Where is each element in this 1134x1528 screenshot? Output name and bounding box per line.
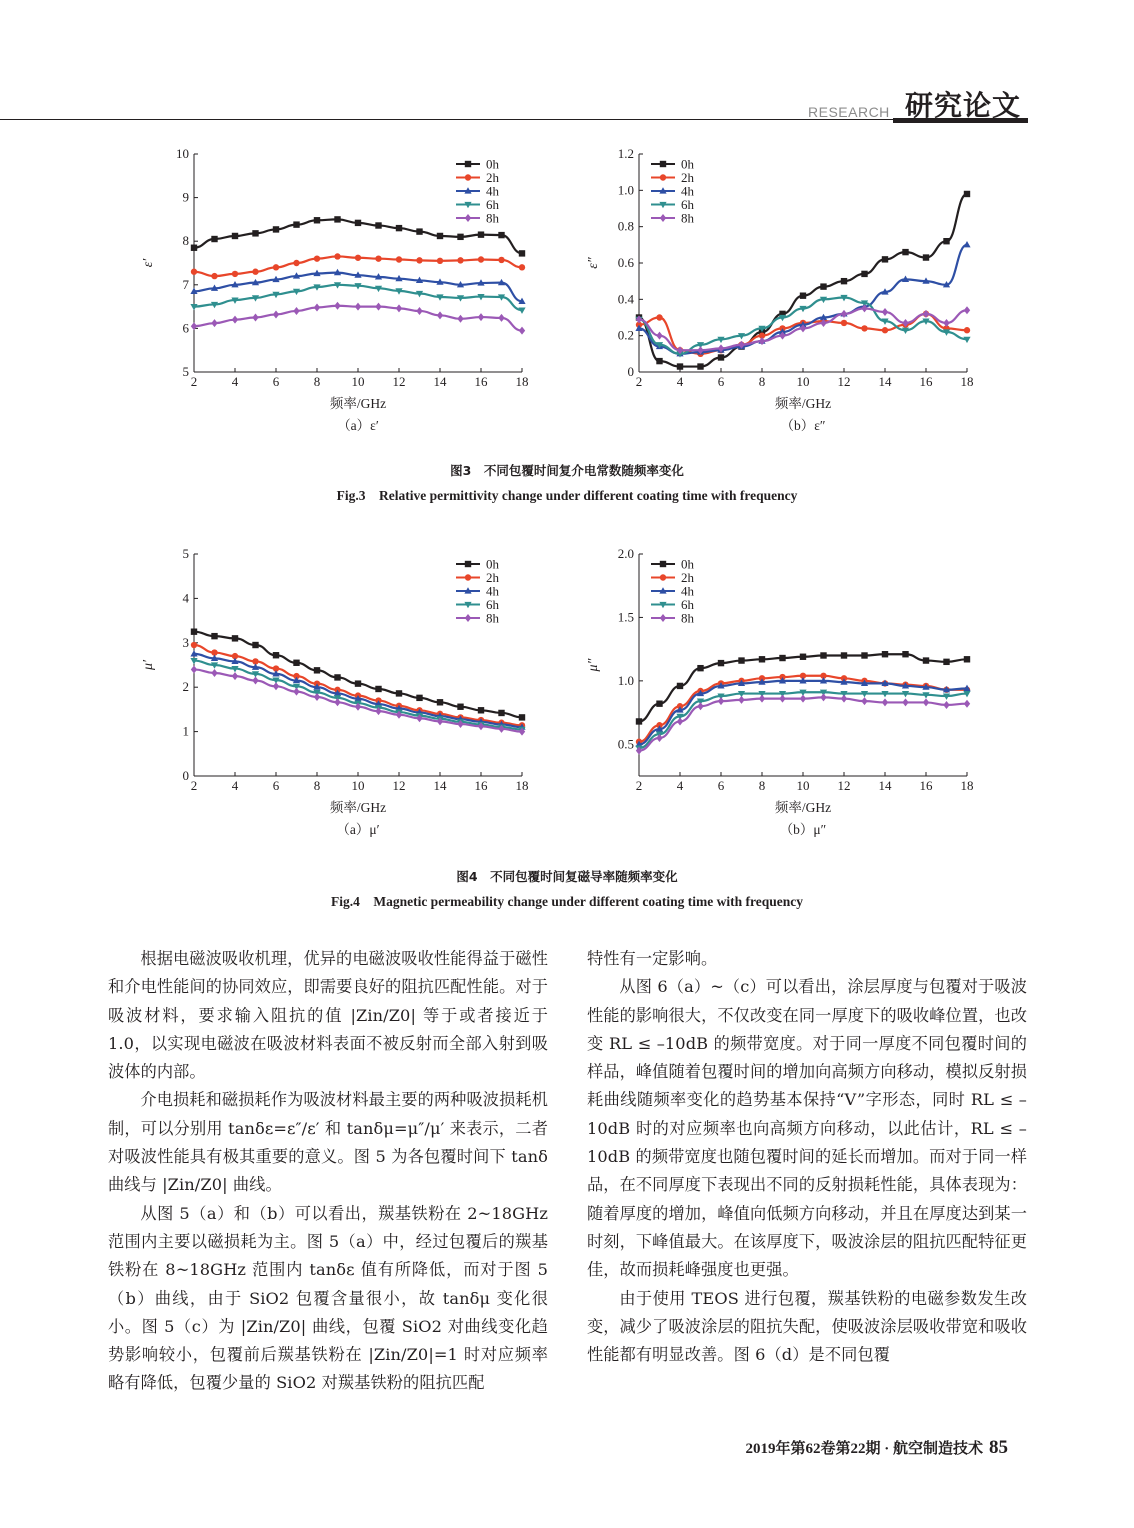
body-left-column [108,945,548,1398]
data-point-8h [314,303,320,311]
chart-fig4b [575,540,995,850]
paragraph: 由于使用 TEOS 进行包覆，羰基铁粉的电磁参数发生改变，减少了吸波涂层的阻抗失配，使吸波涂层吸收带宽和吸收性能都有明显改善。图 6（d）是不同包覆 [587,1288,1027,1365]
y-tick-label: 0.2 [617,327,634,343]
data-point-0h [923,254,929,260]
y-tick-label: 1.2 [617,146,634,161]
panel-label: （b）μ″ [779,822,827,837]
data-point-2h [293,260,299,266]
data-point-0h [334,216,340,222]
legend-label-0h: 0h [681,156,694,172]
data-point-0h [779,655,785,661]
legend-label-0h: 0h [681,556,694,572]
data-point-8h [923,310,929,318]
chart-fig3a [130,140,550,440]
y-tick-label: 6 [182,320,189,336]
x-tick-label: 16 [474,778,488,793]
data-point-8h [314,693,320,701]
legend-marker-8h [465,214,471,222]
x-tick-label: 2 [190,778,198,793]
data-point-2h [841,320,847,326]
paragraph: 从图 6（a）~（c）可以看出，涂层厚度与包覆对于吸波性能的影响很大，不仅改变在同一厚度下的吸收峰位置，也改变 RL ≤ –10dB 的频带宽度。对于同一厚度不同包覆时间的样品，峰值随着包覆时间的增加向高频方向移动，模拟反射损耗曲线随频率变化的趋势基本保持“V”字形态，同时 RL ≤ –10dB 时的对应频率也向高频方向移动，以此估计，RL ≤ –10dB 的频带宽度也随包覆时间的延长而增加。而对于同一样品，在不同厚度下表现出不同的反射损耗性能，具体表现为：随着厚度的增加，峰值向低频方向移动，并且在厚度达到某一时刻，下峰值最大。在该厚度下，吸波涂层的阻抗匹配特征更佳，故而损耗峰强度也更强。 [587,977,1027,1280]
x-axis-label: 频率/GHz [774,396,832,411]
data-point-2h [519,264,525,270]
data-point-4h [963,241,970,247]
data-point-0h [293,660,299,666]
legend-marker-2h [660,574,666,580]
y-tick-label: 0 [627,364,634,379]
fig4-caption-en: Fig.4 Magnetic permeability change under different coating time with frequency [330,894,804,909]
data-point-8h [841,695,847,703]
data-point-0h [232,233,238,239]
data-point-2h [457,257,463,263]
data-point-8h [334,302,340,310]
header-english: RESEARCH [808,104,890,120]
data-point-0h [314,217,320,223]
data-point-8h [738,696,744,704]
x-tick-label: 10 [796,778,810,793]
legend-label-0h: 0h [486,156,499,172]
data-point-2h [191,269,197,275]
data-point-8h [943,701,949,709]
x-tick-label: 6 [272,778,280,793]
x-tick-label: 18 [960,374,974,389]
data-point-0h [519,250,525,256]
y-tick-label: 3 [182,634,189,650]
data-point-2h [437,258,443,264]
data-point-2h [191,642,197,648]
data-point-0h [273,652,279,658]
data-point-2h [211,273,217,279]
series-line-4h [639,245,967,354]
x-tick-label: 14 [433,374,447,389]
legend-label-8h: 8h [486,210,499,226]
data-point-8h [943,319,949,327]
y-tick-label: 8 [182,233,189,249]
x-tick-label: 6 [717,374,725,389]
y-tick-label: 0 [182,768,189,783]
y-tick-label: 4 [182,590,189,606]
paragraph: 从图 5（a）和（b）可以看出，羰基铁粉在 2~18GHz 范围内主要以磁损耗为主。图 5（a）中，经过包覆后的羰基铁粉在 8~18GHz 范围内 tanδε 值有所降低，而对于图 5（b）曲线，由于 SiO2 包覆含量很小，故 tanδμ 变化很小。图 5（c）为 |Zin/Z0| 曲线，包覆 SiO2 对曲线变化趋势影响较小，包覆前后羰基铁粉在 |Zin/Z0|=1 时对应频率略有降低，包覆少量的 SiO2 对羰基铁粉的阻抗匹配 [108,1203,548,1393]
data-point-0h [820,652,826,658]
data-point-0h [943,238,949,244]
data-point-8h [882,308,888,316]
data-point-0h [191,245,197,251]
data-point-8h [964,700,970,708]
data-point-0h [498,232,504,238]
legend-marker-2h [465,174,471,180]
data-point-0h [437,699,443,705]
data-point-8h [355,303,361,311]
data-point-0h [314,667,320,673]
data-point-0h [697,363,703,369]
data-point-0h [759,656,765,662]
legend-marker-0h [465,561,471,567]
y-tick-label: 2.0 [617,546,634,561]
data-point-0h [334,674,340,680]
x-tick-label: 16 [474,374,488,389]
legend-marker-8h [660,614,666,622]
data-point-0h [677,683,683,689]
data-point-8h [211,319,217,327]
data-point-8h [293,688,299,696]
x-tick-label: 18 [515,778,529,793]
x-tick-label: 12 [392,778,406,793]
series-line-4h [194,654,522,727]
data-point-0h [437,233,443,239]
data-point-8h [759,695,765,703]
x-tick-label: 6 [717,778,725,793]
fig4-caption-cn: 图4 不同包覆时间复磁导率随频率变化 [456,869,678,884]
x-tick-label: 14 [878,374,892,389]
legend-marker-8h [660,214,666,222]
data-point-0h [416,228,422,234]
data-point-0h [232,635,238,641]
x-tick-label: 4 [231,778,239,793]
journal-issue: 2019年第62卷第22期 · 航空制造技术 [745,1441,983,1457]
x-tick-label: 4 [231,374,239,389]
legend-label-6h: 6h [681,597,694,612]
data-point-0h [697,665,703,671]
data-point-2h [478,256,484,262]
data-point-8h [677,717,683,725]
data-point-8h [273,682,279,690]
data-point-8h [252,314,258,322]
x-tick-label: 8 [758,374,766,389]
data-point-8h [293,307,299,315]
data-point-8h [800,695,806,703]
data-point-8h [779,695,785,703]
data-point-2h [252,269,258,275]
data-point-0h [396,690,402,696]
x-tick-label: 8 [313,374,321,389]
x-tick-label: 2 [635,374,643,389]
data-point-0h [800,654,806,660]
x-tick-label: 2 [635,778,643,793]
data-point-0h [478,707,484,713]
y-axis-label: ε″ [586,257,601,269]
data-point-0h [211,633,217,639]
y-tick-label: 1.0 [617,182,634,198]
y-tick-label: 1.5 [617,609,634,625]
legend-label-4h: 4h [486,583,499,599]
data-point-2h [396,256,402,262]
x-tick-label: 18 [515,374,529,389]
y-tick-label: 2 [182,679,189,695]
data-point-2h [232,271,238,277]
x-tick-label: 10 [351,374,365,389]
y-tick-label: 0.5 [617,736,634,752]
data-point-0h [293,221,299,227]
y-axis-label: μ′ [141,659,156,671]
data-point-8h [841,310,847,318]
fig3-caption-cn: 图3 不同包覆时间复介电常数随频率变化 [450,463,684,478]
data-point-8h [232,672,238,680]
data-point-8h [519,327,525,335]
data-point-8h [416,307,422,315]
legend-label-0h: 0h [486,556,499,572]
data-point-0h [252,642,258,648]
data-point-0h [677,363,683,369]
data-point-0h [478,231,484,237]
x-tick-label: 4 [676,778,684,793]
legend-label-8h: 8h [681,210,694,226]
paragraph: 特性有一定影响。 [587,949,718,968]
series-line-2h [639,676,967,742]
legend-label-6h: 6h [681,197,694,212]
x-tick-label: 12 [837,374,851,389]
data-point-8h [396,304,402,312]
data-point-2h [656,314,662,320]
x-tick-label: 8 [313,778,321,793]
data-point-8h [375,303,381,311]
data-point-0h [375,686,381,692]
data-point-8h [498,314,504,322]
x-axis-label: 频率/GHz [329,800,387,815]
data-point-2h [355,255,361,261]
data-point-0h [861,271,867,277]
panel-label: （a）μ′ [336,822,380,837]
panel-label: （b）ε″ [780,418,826,433]
data-point-2h [375,255,381,261]
y-tick-label: 10 [176,146,189,161]
header-chinese: 研究论文 [905,89,1022,122]
y-tick-label: 0.8 [617,218,634,234]
x-tick-label: 2 [190,374,198,389]
x-tick-label: 16 [919,778,933,793]
y-tick-label: 5 [182,364,189,379]
data-point-0h [902,651,908,657]
legend-label-4h: 4h [681,583,694,599]
legend-label-4h: 4h [681,183,694,199]
data-point-0h [718,660,724,666]
data-point-8h [759,337,765,345]
data-point-8h [820,693,826,701]
data-point-2h [334,253,340,259]
data-point-0h [861,652,867,658]
data-point-0h [656,358,662,364]
paragraph: 介电损耗和磁损耗作为吸波材料最主要的两种吸波损耗机制，可以分别用 tanδε=ε″/ε′ 和 tanδμ=μ″/μ′ 来表示，二者对吸波性能具有极其重要的意义。图 5 为各包覆时间下 tanδ 曲线与 |Zin/Z0| 曲线。 [108,1090,548,1195]
data-point-0h [252,230,258,236]
data-point-8h [923,698,929,706]
legend-label-2h: 2h [681,570,694,585]
fig3-caption-en: Fig.3 Relative permittivity change under different coating time with frequency [336,488,798,503]
legend-marker-0h [660,561,666,567]
panel-label: （a）ε′ [337,418,379,433]
legend-label-2h: 2h [486,170,499,185]
data-point-0h [396,225,402,231]
data-point-0h [882,256,888,262]
paragraph: 根据电磁波吸收机理，优异的电磁波吸收性能得益于磁性和介电性能间的协同效应，即需要良好的阻抗匹配性能。对于吸波材料，要求输入阻抗的值 |Zin/Z0| 等于或者接近于 1.0，以实现电磁波在吸波材料表面不被反射而全部入射到吸波体的内部。 [108,949,548,1082]
x-axis-label: 频率/GHz [774,800,832,815]
data-point-0h [841,652,847,658]
data-point-8h [191,665,197,673]
data-point-8h [697,702,703,710]
legend-marker-0h [465,161,471,167]
data-point-8h [718,697,724,705]
data-point-0h [211,236,217,242]
data-point-8h [457,315,463,323]
data-point-0h [416,695,422,701]
legend-marker-0h [660,161,666,167]
y-tick-label: 5 [182,546,189,561]
x-tick-label: 8 [758,778,766,793]
data-point-0h [943,659,949,665]
data-point-0h [375,222,381,228]
data-point-0h [457,234,463,240]
x-tick-label: 12 [392,374,406,389]
x-tick-label: 6 [272,374,280,389]
data-point-8h [232,316,238,324]
data-point-0h [636,718,642,724]
x-tick-label: 12 [837,778,851,793]
y-tick-label: 7 [182,276,189,292]
legend-label-8h: 8h [681,610,694,626]
page-number: 85 [989,1437,1008,1458]
data-point-8h [273,310,279,318]
data-point-2h [416,257,422,263]
data-point-0h [800,293,806,299]
x-tick-label: 18 [960,778,974,793]
x-tick-label: 4 [676,374,684,389]
legend-label-8h: 8h [486,610,499,626]
body-right-column [587,945,1027,1369]
data-point-0h [882,651,888,657]
x-tick-label: 14 [878,778,892,793]
x-tick-label: 10 [351,778,365,793]
legend-label-6h: 6h [486,597,499,612]
data-point-8h [191,322,197,330]
chart-fig4a [130,540,550,850]
data-point-0h [656,700,662,706]
x-tick-label: 16 [919,374,933,389]
data-point-0h [964,191,970,197]
y-axis-label: μ″ [586,658,601,672]
data-point-0h [498,710,504,716]
data-point-2h [882,327,888,333]
data-point-0h [355,220,361,226]
data-point-2h [314,255,320,261]
data-point-8h [656,332,662,340]
data-point-8h [252,677,258,685]
y-tick-label: 0.4 [617,291,634,307]
data-point-8h [211,669,217,677]
data-point-8h [882,698,888,706]
legend-marker-2h [660,174,666,180]
data-point-0h [738,657,744,663]
data-point-0h [820,283,826,289]
data-point-0h [519,714,525,720]
data-point-2h [498,257,504,263]
data-point-0h [902,249,908,255]
data-point-0h [355,680,361,686]
legend-label-2h: 2h [681,170,694,185]
data-point-0h [923,657,929,663]
legend-label-4h: 4h [486,183,499,199]
data-point-0h [841,278,847,284]
data-point-0h [718,354,724,360]
data-point-8h [334,698,340,706]
x-axis-label: 频率/GHz [329,396,387,411]
y-tick-label: 9 [182,189,189,205]
data-point-0h [457,704,463,710]
data-point-2h [964,327,970,333]
data-point-0h [191,629,197,635]
legend-label-2h: 2h [486,570,499,585]
data-point-0h [964,656,970,662]
y-tick-label: 0.6 [617,255,634,270]
legend-label-6h: 6h [486,197,499,212]
data-point-8h [902,698,908,706]
data-point-8h [437,311,443,319]
data-point-8h [478,313,484,321]
chart-fig3b [575,140,995,440]
legend-marker-8h [465,614,471,622]
y-axis-label: ε′ [141,258,156,268]
data-point-8h [964,306,970,314]
data-point-2h [273,264,279,270]
data-point-8h [861,697,867,705]
x-tick-label: 10 [796,374,810,389]
data-point-0h [273,226,279,232]
legend-marker-2h [465,574,471,580]
x-tick-label: 14 [433,778,447,793]
data-point-2h [861,325,867,331]
page-footer [745,1437,1008,1459]
y-tick-label: 1.0 [617,672,634,688]
y-tick-label: 1 [182,723,189,739]
